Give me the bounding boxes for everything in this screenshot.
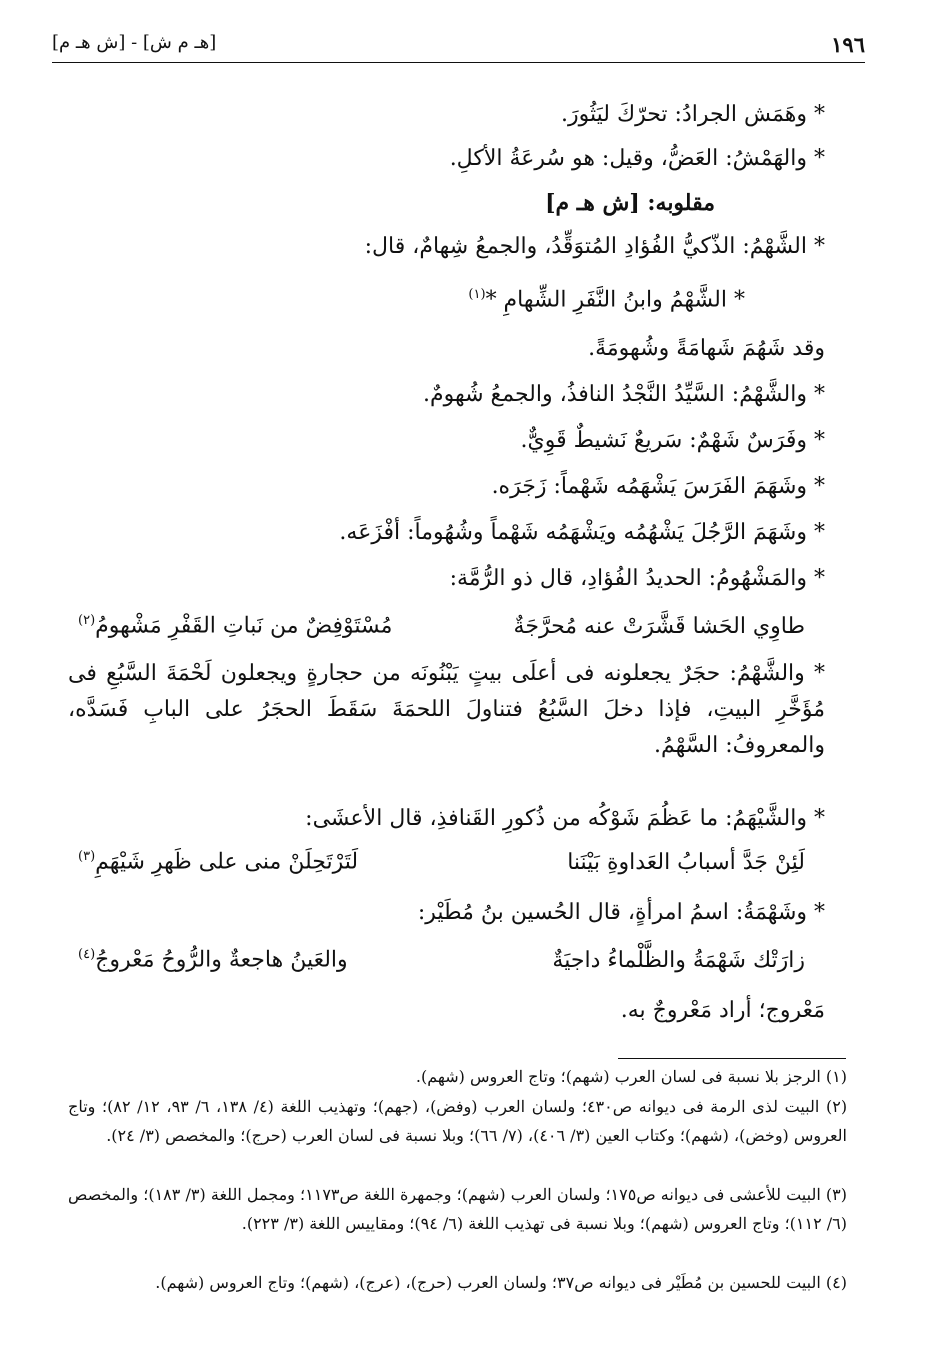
entry-line: * وشَهْمَةُ: اسمُ امرأةٍ، قال الحُسين بنُ مُطَيْر: bbox=[417, 900, 825, 925]
footnote-marker: (٤) bbox=[78, 947, 96, 962]
footnote-marker: (٢) bbox=[78, 613, 96, 628]
entry-paragraph: * والشَّهْمُ: حجَرٌ يجعلونه فى أعلَى بيتٍ يَبْنُونَه من حجارةٍ ويجعلون لَحْمَةَ السَّبُعِ فى مُؤَخَّرِ البيتِ، فإذا دخلَ السَّبُعُ فتناولَ اللحمَةَ سَقَطَ الحجَرُ على البابِ فَسَدَّه، والمعروفُ: السَّهْمُ. bbox=[68, 661, 825, 758]
root-label: [هـ م ش] - [ش هـ م] bbox=[52, 32, 217, 53]
verse-line bbox=[68, 280, 745, 315]
header-rule bbox=[52, 62, 865, 63]
entry-line: وقد شَهُمَ شَهامَةً وشُهومَةً. bbox=[588, 336, 825, 361]
verse-first-hemistich: طاوِي الحَشا قَشَّرَتْ عنه مُحرَّجَةٌ bbox=[513, 614, 805, 639]
footnote: (٣) البيت للأعشى فى ديوانه ص١٧٥؛ ولسان العرب (شهم)؛ وجمهرة اللغة ص١١٧٣؛ ومجمل اللغة (٣/ ١٨٣)؛ والمخصص (٦/ ١١٢)؛ وتاج العروس (شهم)؛ وبلا نسبة فى تهذيب اللغة (٦/ ٩٤)؛ ومقاييس اللغة (٣/ ٢٢٣). bbox=[68, 1185, 848, 1233]
section-heading: مقلوبه: [ش هـ م] bbox=[545, 190, 715, 216]
entry-line: * وهَمَش الجرادُ: تحرّكَ ليَثُورَ. bbox=[561, 102, 825, 127]
footnote-rule bbox=[618, 1058, 846, 1059]
entry-line: * والشَّهْمُ: السَّيِّدُ النَّجْدُ النافذُ، والجمعُ شُهومٌ. bbox=[423, 382, 825, 407]
verse-text: * الشَّهْمُ وابنُ النَّفَرِ الشِّهامِ * bbox=[485, 287, 745, 313]
entry-line: * والمَشْهُومُ: الحديدُ الفُؤادِ، قال ذو الرُّمَّة: bbox=[449, 566, 825, 591]
entry-line: * وشَهَمَ الفَرَسَ يَشْهَمُه شَهْماً: زَجَرَه. bbox=[491, 474, 825, 499]
footnote: (٤) البيت للحسين بن مُطَيْر فى ديوانه ص٣٧؛ ولسان العرب (حرج)، (عرج)، (شهم)؛ وتاج العروس (شهم). bbox=[155, 1273, 847, 1292]
page-number: ١٩٦ bbox=[831, 32, 865, 57]
verse-text: مُسْتَوْفِضٌ من نَباتِ القَفْرِ مَشْهومُ bbox=[95, 613, 393, 639]
footnote-marker: (١) bbox=[468, 287, 486, 302]
entry-line: * الشَّهْمُ: الذّكيُّ الفُؤادِ المُتوَقِّدُ، والجمعُ شِهامٌ، قال: bbox=[364, 234, 825, 259]
entry-line: مَعْروج؛ أراد مَعْروجٌ به. bbox=[620, 998, 825, 1023]
verse-first-hemistich: لَئِنْ جَدَّ أسبابُ العَداوةِ بَيْنَنا bbox=[567, 850, 805, 875]
verse-text: والعَينُ هاجعةٌ والرُّوحُ مَعْروجُ bbox=[95, 947, 348, 973]
entry-line: * والهَمْشُ: العَضُّ، وقيل: هو سُرعَةُ الأكلِ. bbox=[449, 146, 825, 171]
entry-line: * وشَهَمَ الرَّجُلَ يَشْهُمُه ويَشْهَمُه شَهْماً وشُهُوماً: أفْزَعَه. bbox=[339, 520, 825, 545]
footnote: (٢) البيت لذى الرمة فى ديوانه ص٤٣٠؛ ولسان العرب (وفض)، (جهم)؛ وتهذيب اللغة (٤/ ١٣٨، ٦/ ٩٣، ١٢/ ٨٢)؛ وتاج العروس (وخض)، (شهم)؛ وكتاب العين (٣/ ٤٠٦)، (٧/ ٦٦)؛ وبلا نسبة فى لسان العرب (حرج)؛ والمخصص (٣/ ٢٤). bbox=[68, 1097, 848, 1145]
verse-second-hemistich bbox=[78, 940, 348, 975]
verse-first-hemistich: زارَتْك شَهْمَةُ والظَّلْماءُ داجيَةٌ bbox=[552, 948, 805, 973]
verse-second-hemistich bbox=[78, 842, 358, 877]
footnote-marker: (٣) bbox=[78, 849, 96, 864]
verse-text: لَتَرْتَحِلَنْ منى على ظَهرِ شَيْهَمِ bbox=[95, 849, 359, 875]
entry-line: * والشَّيْهَمُ: ما عَظُمَ شَوْكُه من ذُكورِ القَنافذِ، قال الأعشَى: bbox=[305, 806, 825, 831]
page-header bbox=[52, 30, 865, 64]
entry-line: * وفَرَسٌ شَهْمٌ: سَريعٌ نَشيطٌ قَوِيٌّ. bbox=[520, 428, 825, 453]
footnote: (١) الرجز بلا نسبة فى لسان العرب (شهم)؛ وتاج العروس (شهم). bbox=[415, 1067, 847, 1086]
verse-second-hemistich bbox=[78, 606, 392, 641]
entry-body bbox=[68, 90, 825, 1050]
